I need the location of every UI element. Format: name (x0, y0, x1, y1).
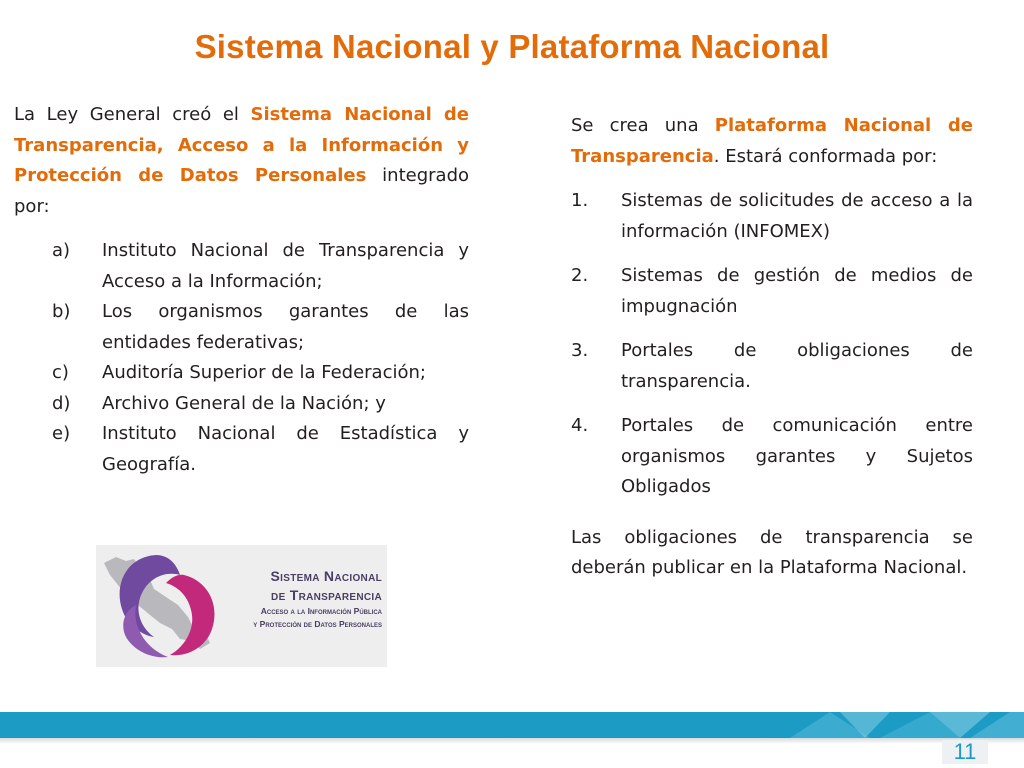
list-marker: 3. (571, 340, 589, 361)
list-marker: c) (52, 362, 69, 383)
list-marker: e) (52, 423, 71, 444)
platform-components-list (571, 186, 973, 503)
list-item (14, 358, 469, 389)
list-item (14, 389, 469, 420)
left-intro-suffix: integrado por: (14, 165, 470, 217)
logo-line: de Transparencia (271, 587, 382, 603)
list-item (571, 261, 973, 322)
closing-paragraph: Las obligaciones de transparencia se deberán publicar en la Plataforma Nacional. (571, 526, 973, 578)
swirl-emblem-icon (96, 545, 246, 667)
logo-line: Acceso a la Información Pública (260, 606, 382, 616)
list-item-text: Portales de obligaciones de transparencia. (621, 340, 973, 392)
member-list (14, 236, 469, 480)
right-intro-suffix: . Estará conformada por: (713, 145, 938, 167)
list-item-text: Sistemas de gestión de medios de impugnación (621, 265, 973, 317)
right-intro-prefix: Se crea una (571, 115, 715, 136)
slide-title: Sistema Nacional y Plataforma Nacional (194, 28, 830, 65)
list-marker: b) (52, 301, 71, 322)
list-item-text: Instituto Nacional de Transparencia y Acceso a la Información; (102, 240, 469, 292)
list-item (14, 297, 469, 358)
list-item-text: Portales de comunicación entre organismos garantes y Sujetos Obligados (621, 415, 973, 497)
left-column (14, 100, 469, 480)
left-intro (14, 100, 469, 222)
list-item-text: Los organismos garantes de las entidades federativas; (102, 301, 469, 353)
list-marker: a) (52, 240, 71, 261)
list-item-text: Archivo General de la Nación; y (102, 392, 386, 414)
list-item (571, 186, 973, 247)
sistema-nacional-highlight: Sistema Nacional de Transparencia, Acceso a la Información y Protección de Datos Personales (14, 104, 469, 186)
decorative-triangles (0, 712, 1024, 738)
list-item-text: Instituto Nacional de Estadística y Geografía. (102, 423, 469, 475)
footer-band (0, 712, 1024, 738)
right-column (571, 111, 973, 584)
list-item-text: Auditoría Superior de la Federación; (102, 362, 426, 383)
list-item (14, 236, 469, 297)
logo-wordmark (236, 567, 382, 631)
left-intro-prefix: La Ley General creó el (14, 104, 251, 125)
logo-line: y Protección de Datos Personales (253, 619, 382, 629)
plataforma-nacional-highlight: Plataforma Nacional de Transparencia (571, 115, 973, 167)
list-marker: d) (52, 392, 71, 414)
list-item (14, 419, 469, 480)
list-item-text: Sistemas de solicitudes de acceso a la información (INFOMEX) (621, 190, 973, 242)
list-item (571, 411, 973, 503)
list-marker: 2. (571, 265, 589, 286)
right-intro (571, 111, 973, 172)
logo-line: Sistema Nacional (270, 568, 382, 584)
list-marker: 1. (571, 190, 589, 211)
list-item (571, 336, 973, 397)
page-number: 11 (942, 740, 988, 764)
footer-shadow (0, 738, 1024, 744)
snt-logo (96, 545, 387, 667)
list-marker: 4. (571, 415, 589, 436)
